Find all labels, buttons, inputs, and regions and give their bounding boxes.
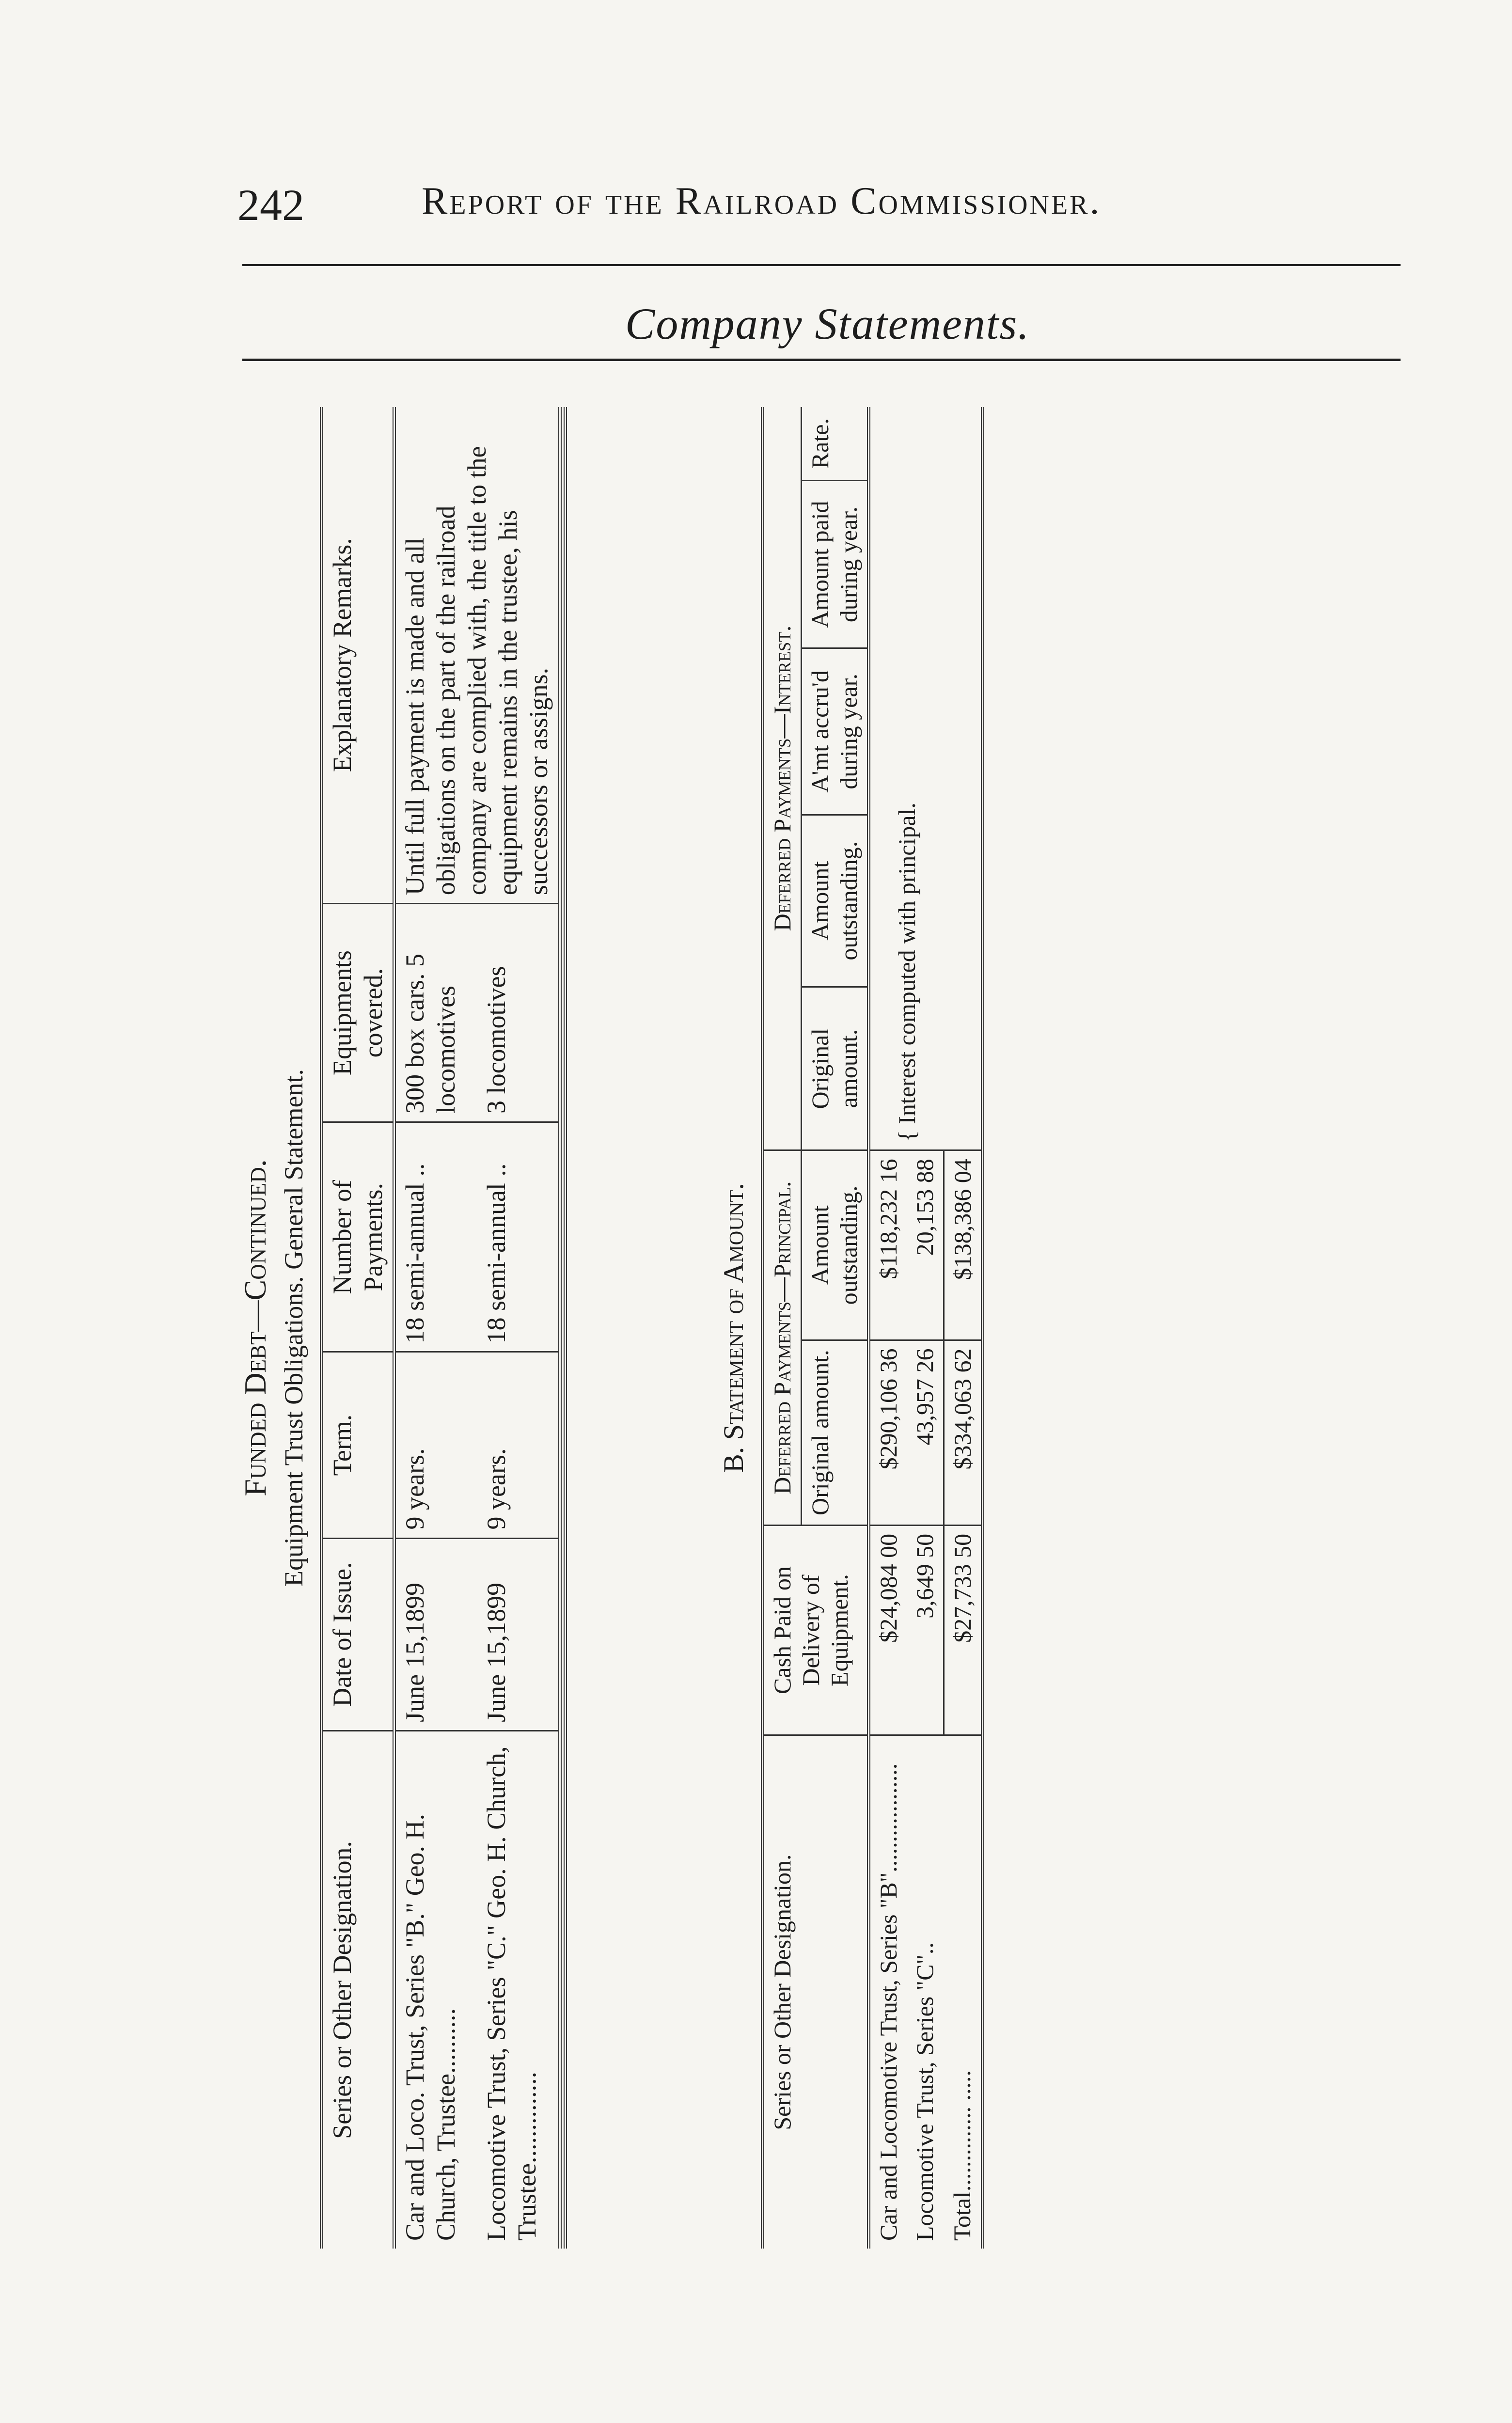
col-principal-outstanding: Amount outstanding. [802,1150,869,1340]
row-cash: 3,649 50 [907,1525,944,1735]
total-cash: $27,733 50 [944,1525,983,1735]
funded-debt-title: Funded Debt—Continued. [238,1159,272,1496]
statement-of-amount-table [761,407,984,2249]
row-original: $290,106 36 [869,1340,907,1525]
running-title: Report of the Railroad Commissioner. [422,180,1102,222]
table-row [394,407,477,2249]
remarks-cell: Until full payment is made and all obligations on the part of the railroad company are complied with, the title to the equipment remains in the trustee, his successors or assigns. [394,407,560,904]
row-outstanding: 20,153 88 [907,1150,944,1340]
row-term: 9 years. [477,1352,560,1538]
interest-note: { Interest computed with principal. [869,407,944,1150]
table-row [869,407,907,2249]
header-rule [242,264,1401,266]
row-payments: 18 semi-annual .. [394,1122,477,1352]
col-principal-original: Original amount. [802,1340,869,1525]
col-interest-accrued: A'mt accru'd during year. [802,648,869,815]
col-date: Date of Issue. [322,1538,394,1731]
col-rate: Rate. [802,407,869,481]
general-statement-table [320,407,567,2249]
total-label: Total.............. ..... [948,2070,976,2241]
row-term: 9 years. [394,1352,477,1538]
rotated-landscape-page [233,368,1289,2287]
col-interest-original: Original amount. [802,987,869,1150]
row-cash: $24,084 00 [869,1525,907,1735]
section-rule [242,359,1401,361]
row-series: Locomotive Trust, Series "C." Geo. H. Church, Trustee.............. [481,1746,542,2241]
col-term: Term. [322,1352,394,1538]
col-cash: Cash Paid on Delivery of Equipment. [763,1525,869,1735]
table-header-row [763,407,802,2249]
row-series: Locomotive Trust, Series "C".. [911,1942,938,2241]
col-series: Series or Other Designation. [328,1841,357,2139]
total-row [944,407,983,2249]
row-equipment: 300 box cars. 5 locomotives [394,904,477,1122]
table-header-row [322,407,394,2249]
col-payments: Number of Payments. [322,1122,394,1352]
row-date: June 15,1899 [477,1538,560,1731]
col-interest-paid: Amount paid during year. [802,481,869,648]
section-title: Company Statements. [625,299,1030,348]
row-equipment: 3 locomotives [477,904,560,1122]
funded-debt-subtitle: Equipment Trust Obligations. General Statement. [279,1069,308,1587]
row-payments: 18 semi-annual .. [477,1122,560,1352]
col-interest-outstanding: Amount outstanding. [802,815,869,987]
statement-of-amount-title: B. Statement of Amount. [718,1183,749,1473]
total-original: $334,063 62 [944,1340,983,1525]
col-principal-group: Deferred Payments—Principal. [763,1150,802,1526]
row-date: June 15,1899 [394,1538,477,1731]
row-series: Car and Locomotive Trust, Series "B".................. [875,1763,902,2241]
table-footer-rule [560,407,566,2249]
row-outstanding: $118,232 16 [869,1150,907,1340]
row-series: Car and Loco. Trust, Series "B." Geo. H. Church, Trustee.......... [400,1813,461,2241]
page-number: 242 [237,180,304,230]
col-interest-group: Deferred Payments—Interest. [763,407,802,1150]
interest-note-text: Interest computed with principal. [893,802,921,1124]
col-series: Series or Other Designation. [769,1854,796,2130]
total-outstanding: $138,386 04 [944,1150,983,1340]
col-remarks: Explanatory Remarks. [322,407,394,904]
row-original: 43,957 26 [907,1340,944,1525]
col-equipment: Equipments covered. [322,904,394,1122]
